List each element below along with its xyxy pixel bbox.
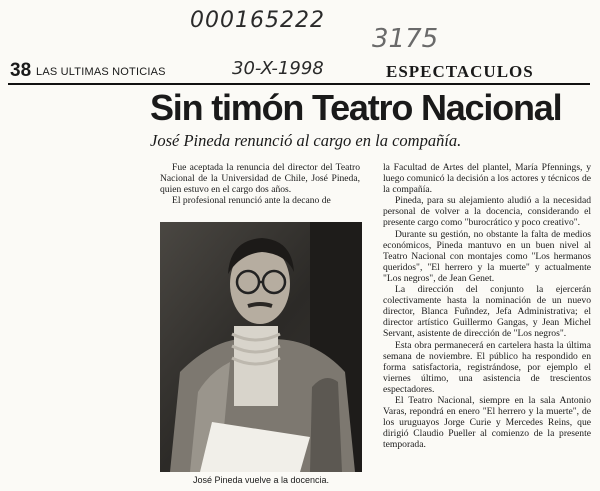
- left-column: [160, 162, 360, 206]
- headline: Sin timón Teatro Nacional: [150, 87, 562, 128]
- paragraph: Esta obra permanecerá en cartelera hasta la última semana de noviembre. El público ha respondido en forma satisfactoria, registrándose, por ejemplo el viernes último, una asistencia de trescientos espectadores.: [383, 339, 591, 395]
- page-number: 38: [10, 60, 32, 81]
- paragraph: la Facultad de Artes del plantel, María Pfennings, y luego comunicó la decisión a los actores y técnicos de la compañía.: [383, 162, 591, 196]
- portrait-photo: [160, 222, 362, 472]
- archive-code: 3175: [372, 24, 439, 54]
- section-name: ESPECTACULOS: [386, 62, 534, 81]
- subheadline: José Pineda renunció al cargo en la compañía.: [150, 131, 462, 150]
- paragraph: Durante su gestión, no obstante la falta de medios económicos, Pineda mantuvo en un buen nivel al Teatro Nacional con montajes como "Los hermanos queridos", "El herrero y la muerte" y actualmente "Los negros", de Jean Genet.: [383, 228, 591, 284]
- photo-caption: José Pineda vuelve a la docencia.: [192, 475, 330, 485]
- newspaper-name: LAS ULTIMAS NOTICIAS: [36, 66, 166, 78]
- paragraph: El profesional renunció ante la decano de: [172, 195, 331, 207]
- paragraph: Fue aceptada la renuncia del director del Teatro Nacional de la Universidad de Chile, José Pineda, quien estuvo en el cargo dos años.: [160, 162, 360, 196]
- handwritten-date: 30-X-1998: [232, 58, 324, 79]
- portrait-illustration: [160, 222, 362, 472]
- paragraph: La dirección del conjunto la ejercerán colectivamente hasta la nominación de un nuevo director, Blanca Fuñndez, Jefa Administrativa; el director artístico Guillermo Gangas, y Jean Michel Servant, asistente de dirección de "Los negros".: [383, 284, 591, 340]
- archive-number: 000165222: [190, 8, 325, 33]
- paragraph: Pineda, para su alejamiento aludió a la necesidad personal de volver a la docencia, considerando el presente cargo como "burocrático y poco creativo".: [383, 195, 591, 229]
- paragraph: El Teatro Nacional, siempre en la sala Antonio Varas, repondrá en enero "El herrero y la muerte", de los uruguayos Jorge Curie y Mercedes Reins, que dirigió Claudio Pueller al comienzo de la presente temporada.: [383, 394, 591, 451]
- header-rule: [8, 83, 590, 85]
- right-column: [383, 162, 591, 450]
